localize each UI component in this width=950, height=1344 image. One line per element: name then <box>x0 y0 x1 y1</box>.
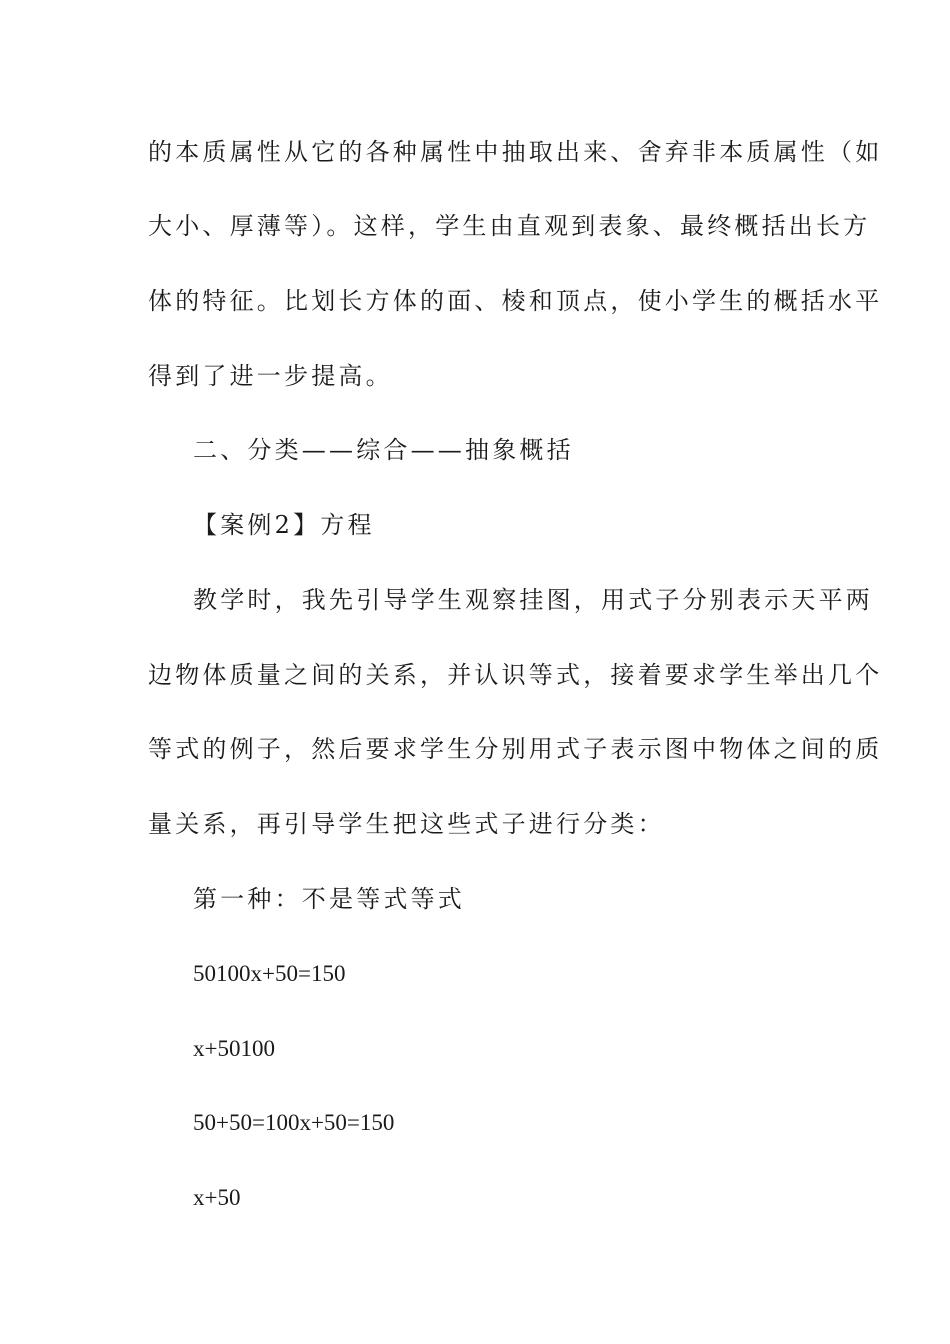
formula-line: 50+50=100x+50=150 <box>193 1110 395 1135</box>
paragraph-line: 的本质属性从它的各种属性中抽取出来、舍弃非本质属性（如 <box>148 138 883 166</box>
paragraph-line: 得到了进一步提高。 <box>148 362 393 390</box>
formula-line: x+50 <box>193 1185 241 1210</box>
formula-line: x+50100 <box>193 1036 275 1061</box>
paragraph-line: 大小、厚薄等）。这样，学生由直观到表象、最终概括出长方 <box>148 212 871 240</box>
formula-line: 50100x+50=150 <box>193 961 346 986</box>
paragraph-line: 等式的例子，然后要求学生分别用式子表示图中物体之间的质 <box>148 735 883 763</box>
paragraph-line: 量关系，再引导学生把这些式子进行分类： <box>148 810 665 838</box>
paragraph-line: 体的特征。比划长方体的面、棱和顶点，使小学生的概括水平 <box>148 287 883 315</box>
section-heading: 二、分类——综合——抽象概括 <box>193 436 574 464</box>
category-label: 第一种：不是等式等式 <box>193 885 465 913</box>
paragraph-line: 边物体质量之间的关系，并认识等式，接着要求学生举出几个 <box>148 661 883 689</box>
case-heading: 【案例2】方程 <box>193 511 375 539</box>
paragraph-line: 教学时，我先引导学生观察挂图，用式子分别表示天平两 <box>193 586 873 614</box>
